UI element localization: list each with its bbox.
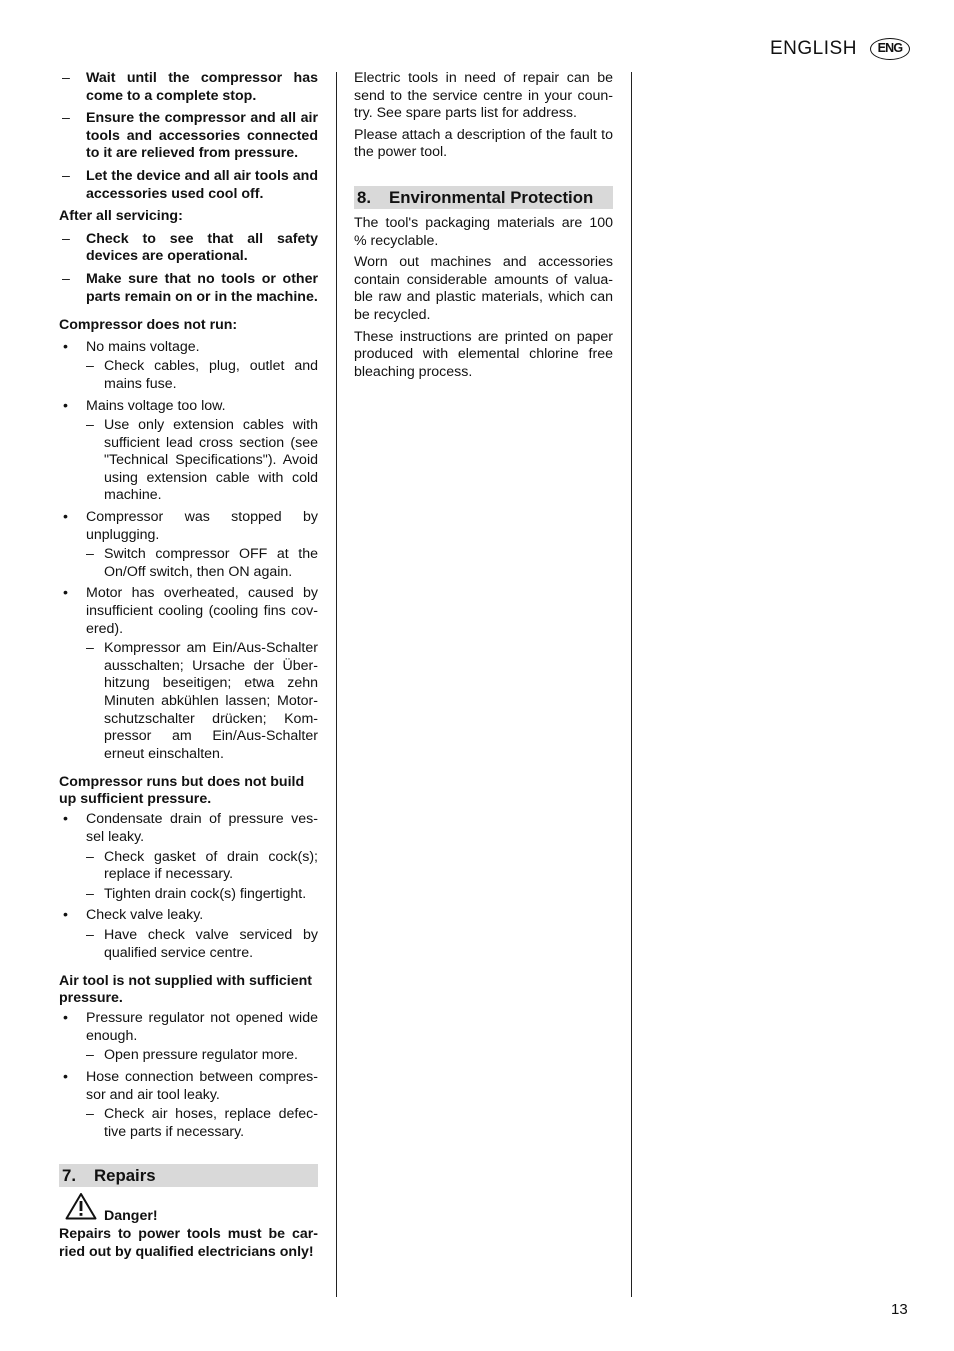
language-indicator bbox=[770, 36, 910, 62]
language-badge-icon: ENG bbox=[870, 38, 910, 60]
environment-paragraph: Worn out machines and accessories contain considerable amounts of valua-ble raw and plastic materials, which can be recycled. bbox=[354, 254, 613, 323]
repair-paragraph: Please attach a description of the fault to the power tool. bbox=[354, 126, 613, 161]
cause-item: • Check valve leaky. bbox=[59, 907, 318, 925]
section-title: Repairs bbox=[94, 1166, 156, 1186]
page-number: 13 bbox=[891, 1301, 908, 1318]
after-servicing-step: – Make sure that no tools or other parts remain on or in the machine. bbox=[59, 271, 318, 306]
column-divider-1 bbox=[336, 72, 337, 1297]
warning-triangle-icon bbox=[65, 1192, 97, 1220]
left-column bbox=[59, 70, 318, 1261]
remedy-item: – Use only extension cables with sufficient lead cross section (see "Technical Specifications"). Avoid using extension cable with cold machine. bbox=[59, 417, 318, 505]
after-servicing-heading: After all servicing: bbox=[59, 208, 183, 225]
middle-column bbox=[354, 70, 613, 381]
section-heading-environmental-protection bbox=[354, 186, 613, 209]
remedy-item: – Tighten drain cock(s) fingertight. bbox=[59, 886, 318, 904]
section-heading-repairs bbox=[59, 1164, 318, 1187]
danger-notice bbox=[59, 1192, 318, 1226]
troubleshoot-heading: Air tool is not supplied with sufficient pressure. bbox=[59, 973, 313, 1006]
cause-item: • Compressor was stopped by unplugging. bbox=[59, 509, 318, 544]
troubleshoot-heading: Compressor does not run: bbox=[59, 317, 238, 334]
column-divider-2 bbox=[631, 72, 632, 1297]
cause-item: • Mains voltage too low. bbox=[59, 398, 318, 416]
safety-step: – Ensure the compressor and all air tools and accessories connected to it are relieved from pressure. bbox=[59, 110, 318, 163]
remedy-item: – Check cables, plug, outlet and mains fuse. bbox=[59, 358, 318, 393]
danger-text: Repairs to power tools must be car-ried out by qualified electricians only! bbox=[59, 1226, 318, 1260]
remedy-item: – Open pressure regulator more. bbox=[59, 1047, 318, 1065]
environment-paragraph: The tool's packaging materials are 100 % recyclable. bbox=[354, 214, 613, 249]
troubleshoot-heading: Compressor runs but does not build up sufficient pressure. bbox=[59, 774, 305, 807]
after-servicing-step: – Check to see that all safety devices are operational. bbox=[59, 231, 318, 266]
remedy-item: – Switch compressor OFF at the On/Off switch, then ON again. bbox=[59, 546, 318, 581]
cause-item: • Condensate drain of pressure ves-sel leaky. bbox=[59, 811, 318, 846]
section-number: 8. bbox=[357, 187, 371, 207]
danger-label: Danger! bbox=[104, 1208, 158, 1225]
repair-paragraph: Electric tools in need of repair can be send to the service centre in your coun-try. See spare parts list for address. bbox=[354, 70, 613, 122]
remedy-item: – Have check valve serviced by qualified service centre. bbox=[59, 927, 318, 962]
section-number: 7. bbox=[62, 1166, 76, 1186]
environment-paragraph: These instructions are printed on paper produced with elemental chlorine free bleaching process. bbox=[354, 328, 613, 380]
cause-item: • Hose connection between compres-sor and air tool leaky. bbox=[59, 1069, 318, 1104]
language-label: ENGLISH bbox=[770, 38, 857, 60]
remedy-item: – Check air hoses, replace defec-tive parts if necessary. bbox=[59, 1106, 318, 1141]
cause-item: • Motor has overheated, caused by insufficient cooling (cooling fins cov-ered). bbox=[59, 585, 318, 638]
safety-step: – Let the device and all air tools and accessories used cool off. bbox=[59, 168, 318, 203]
cause-item: • Pressure regulator not opened wide enough. bbox=[59, 1010, 318, 1045]
cause-item: • No mains voltage. bbox=[59, 339, 318, 357]
safety-step: – Wait until the compressor has come to a complete stop. bbox=[59, 70, 318, 105]
remedy-item: – Check gasket of drain cock(s); replace if necessary. bbox=[59, 849, 318, 884]
remedy-item: – Kompressor am Ein/Aus-Schalter ausschalten; Ursache der Über-hitzung beseitigen; etwa zehn Minuten abkühlen lassen; Motor-schutzschalter drücken; Kom-pressor am Ein/Aus-Schalter erneut einschalten. bbox=[59, 640, 318, 763]
section-title: Environmental Protection bbox=[389, 187, 594, 207]
